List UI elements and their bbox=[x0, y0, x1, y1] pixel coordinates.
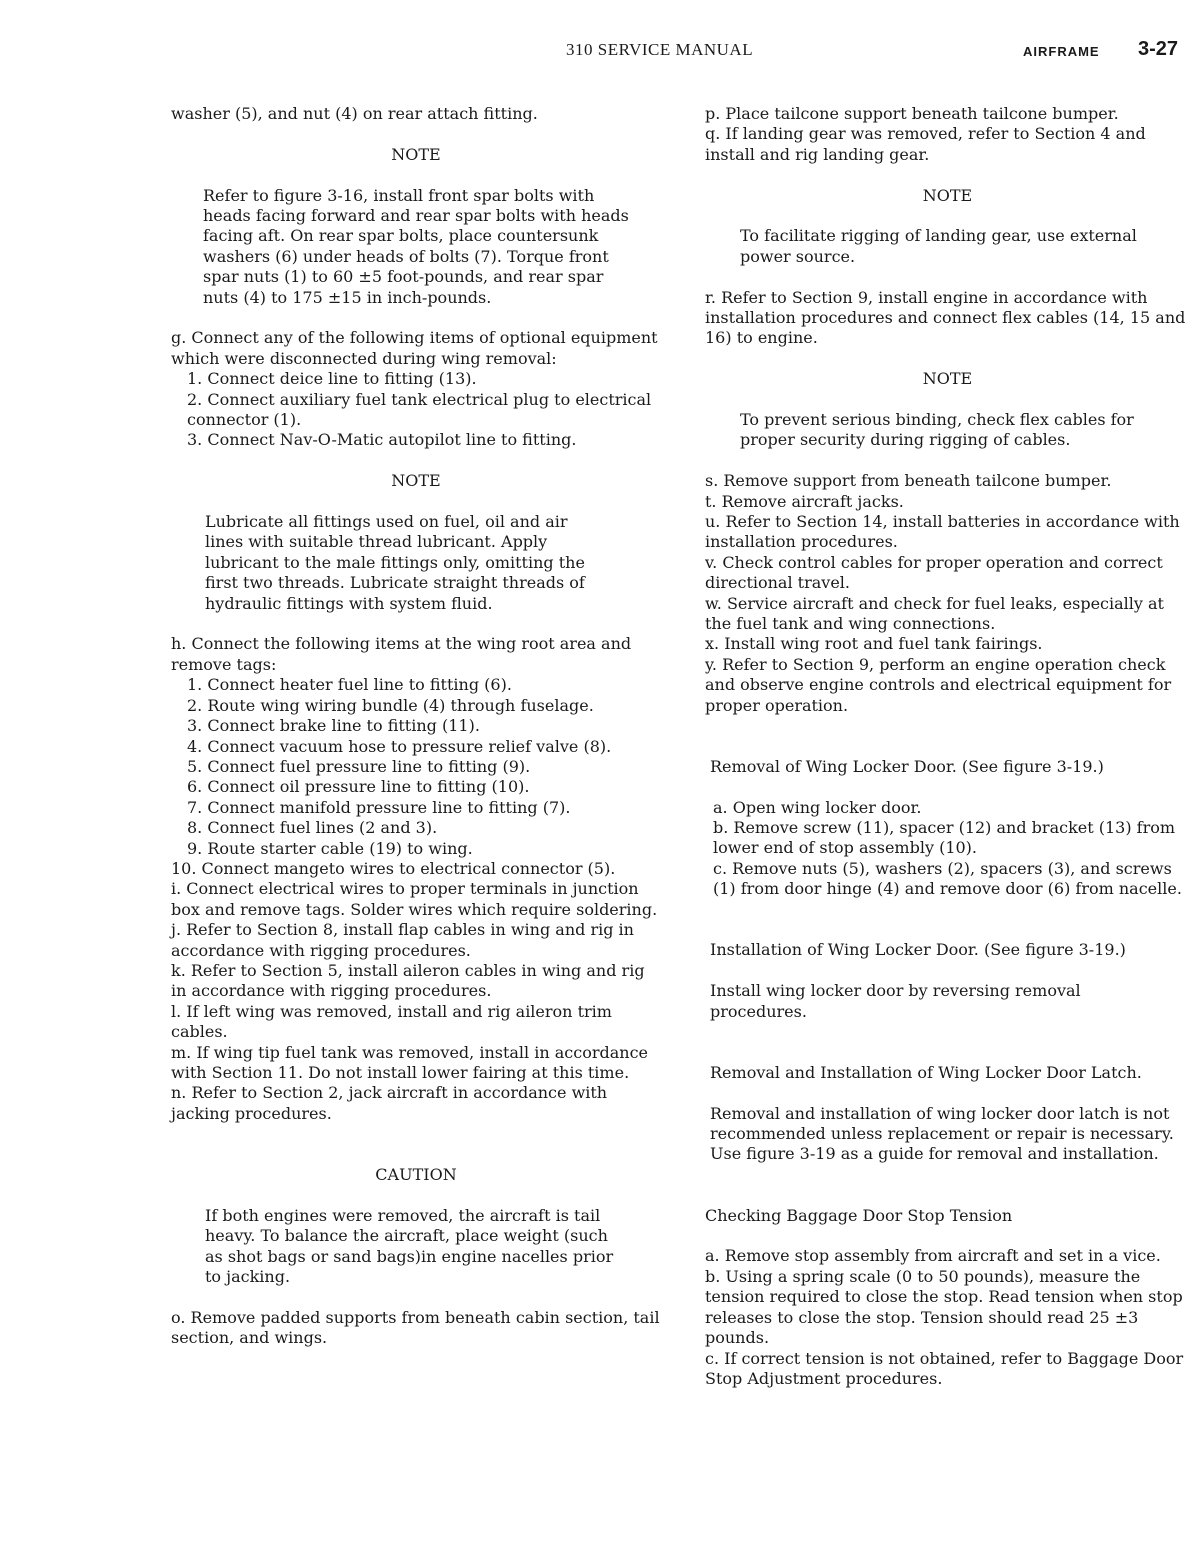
step-w: w. Service aircraft and check for fuel leaks, especially at the fuel tank and wing connections. bbox=[705, 593, 1164, 634]
removal-step-c: c. Remove nuts (5), washers (2), spacers (3), and screws (1) from door hinge (4) and remove door (6) from nacelle. bbox=[713, 858, 1182, 899]
caution-title: CAUTION bbox=[375, 1165, 457, 1184]
list-item: 8. Connect fuel lines (2 and 3). bbox=[187, 818, 438, 838]
list-item: 10. Connect mangeto wires to electrical connector (5). bbox=[171, 858, 616, 878]
caution-body: If both engines were removed, the aircraft is tail heavy. To balance the aircraft, place weight (such as shot bags or sand bags)in engine nacelles prior to jacking. bbox=[205, 1205, 614, 1287]
removal-heading: Removal of Wing Locker Door. (See figure 3-19.) bbox=[710, 756, 1104, 776]
step-x: x. Install wing root and fuel tank fairings. bbox=[705, 634, 1043, 654]
removal-step-b: b. Remove screw (11), spacer (12) and bracket (13) from lower end of stop assembly (10). bbox=[713, 818, 1176, 858]
step-o: o. Remove padded supports from beneath cabin section, tail section, and wings. bbox=[171, 1307, 660, 1348]
manual-title: 310 SERVICE MANUAL bbox=[566, 40, 754, 59]
step-y: y. Refer to Section 9, perform an engine operation check and observe engine controls and electrical equipment for proper operation. bbox=[705, 654, 1172, 715]
latch-text: Removal and installation of wing locker door latch is not recommended unless replacement or repair is necessary. Use figure 3-19 as a guide for removal and installation. bbox=[710, 1103, 1174, 1164]
step-q: q. If landing gear was removed, refer to Section 4 and install and rig landing gear. bbox=[705, 124, 1146, 164]
step-u: u. Refer to Section 14, install batteries in accordance with installation procedures. bbox=[705, 512, 1180, 552]
step-l: l. If left wing was removed, install and rig aileron trim cables. bbox=[171, 1001, 612, 1042]
removal-step-a: a. Open wing locker door. bbox=[713, 797, 922, 817]
step-v: v. Check control cables for proper operation and correct directional travel. bbox=[705, 552, 1163, 593]
list-item: 1. Connect deice line to fitting (13). bbox=[187, 369, 477, 389]
step-m: m. If wing tip fuel tank was removed, install in accordance with Section 11. Do not install lower fairing at this time. bbox=[171, 1042, 649, 1082]
step-i: i. Connect electrical wires to proper terminals in junction box and remove tags. Solder wires which require soldering. bbox=[171, 879, 658, 919]
step-s: s. Remove support from beneath tailcone bumper. bbox=[705, 471, 1112, 491]
install-text: Install wing locker door by reversing removal procedures. bbox=[710, 981, 1081, 1021]
note-title: NOTE bbox=[391, 144, 441, 164]
note-body: To facilitate rigging of landing gear, use external power source. bbox=[740, 226, 1137, 266]
note-title: NOTE bbox=[922, 185, 973, 205]
latch-heading: Removal and Installation of Wing Locker Door Latch. bbox=[710, 1062, 1142, 1082]
note-body: To prevent serious binding, check flex cables for proper security during rigging of cables. bbox=[740, 410, 1134, 450]
note-title: NOTE bbox=[391, 471, 441, 491]
list-item: 9. Route starter cable (19) to wing. bbox=[187, 838, 473, 858]
step-n: n. Refer to Section 2, jack aircraft in accordance with jacking procedures. bbox=[171, 1083, 608, 1123]
install-heading: Installation of Wing Locker Door. (See figure 3-19.) bbox=[710, 940, 1126, 960]
list-item: 3. Connect brake line to fitting (11). bbox=[187, 716, 480, 736]
list-item: 7. Connect manifold pressure line to fitting (7). bbox=[187, 797, 571, 817]
left-column bbox=[171, 104, 661, 1349]
g-item-list bbox=[171, 369, 661, 451]
note-body: Lubricate all fittings used on fuel, oil and air lines with suitable thread lubricant. Apply lubricant to the male fittings only, omitting the first two threads. Lubricate straight threads of hydraulic fittings with system fluid. bbox=[205, 512, 585, 613]
section-name: AIRFRAME bbox=[1023, 44, 1100, 59]
page-header bbox=[0, 40, 1203, 64]
note-title: NOTE bbox=[922, 369, 973, 389]
list-item: 4. Connect vacuum hose to pressure relief valve (8). bbox=[187, 736, 612, 756]
baggage-step-a: a. Remove stop assembly from aircraft and set in a vice. bbox=[705, 1246, 1161, 1266]
list-item: 5. Connect fuel pressure line to fitting (9). bbox=[187, 756, 531, 776]
list-item: 2. Connect auxiliary fuel tank electrical plug to electrical connector (1). bbox=[187, 389, 652, 430]
step-r: r. Refer to Section 9, install engine in accordance with installation procedures and connect flex cables (14, 15 and 16) to engine. bbox=[705, 287, 1186, 348]
page-number: 3-27 bbox=[1138, 38, 1179, 60]
step-h: h. Connect the following items at the wing root area and remove tags: bbox=[171, 634, 632, 674]
list-item: 3. Connect Nav-O-Matic autopilot line to fitting. bbox=[187, 430, 577, 450]
step-t: t. Remove aircraft jacks. bbox=[705, 491, 904, 511]
step-k: k. Refer to Section 5, install aileron cables in wing and rig in accordance with rigging procedures. bbox=[171, 960, 645, 1001]
baggage-heading: Checking Baggage Door Stop Tension bbox=[705, 1205, 1013, 1225]
baggage-step-c: c. If correct tension is not obtained, refer to Baggage Door Stop Adjustment procedures. bbox=[705, 1348, 1184, 1388]
list-item: 2. Route wing wiring bundle (4) through fuselage. bbox=[187, 695, 594, 715]
list-item: 6. Connect oil pressure line to fitting (10). bbox=[187, 777, 530, 797]
baggage-step-b: b. Using a spring scale (0 to 50 pounds), measure the tension required to close the stop. Read tension when stop releases to close the stop. Tension should read 25 ±3 pounds. bbox=[705, 1266, 1183, 1348]
right-column bbox=[705, 104, 1190, 1389]
step-g: g. Connect any of the following items of optional equipment which were disconnected during wing removal: bbox=[171, 328, 658, 368]
note-body: Refer to figure 3-16, install front spar bolts with heads facing forward and rear spar bolts with heads facing aft. On rear spar bolts, place countersunk washers (6) under heads of bolts (7). Torque front spar nuts (1) to 60 ±5 foot-pounds, and rear spar nuts (4) to 175 ±15 in inch-pounds. bbox=[203, 185, 629, 307]
h-item-list bbox=[171, 675, 661, 879]
step-p: p. Place tailcone support beneath tailcone bumper. bbox=[705, 104, 1119, 123]
continued-text: washer (5), and nut (4) on rear attach fitting. bbox=[171, 104, 538, 123]
list-item: 1. Connect heater fuel line to fitting (6). bbox=[187, 675, 512, 695]
step-j: j. Refer to Section 8, install flap cables in wing and rig in accordance with rigging procedures. bbox=[171, 920, 634, 960]
